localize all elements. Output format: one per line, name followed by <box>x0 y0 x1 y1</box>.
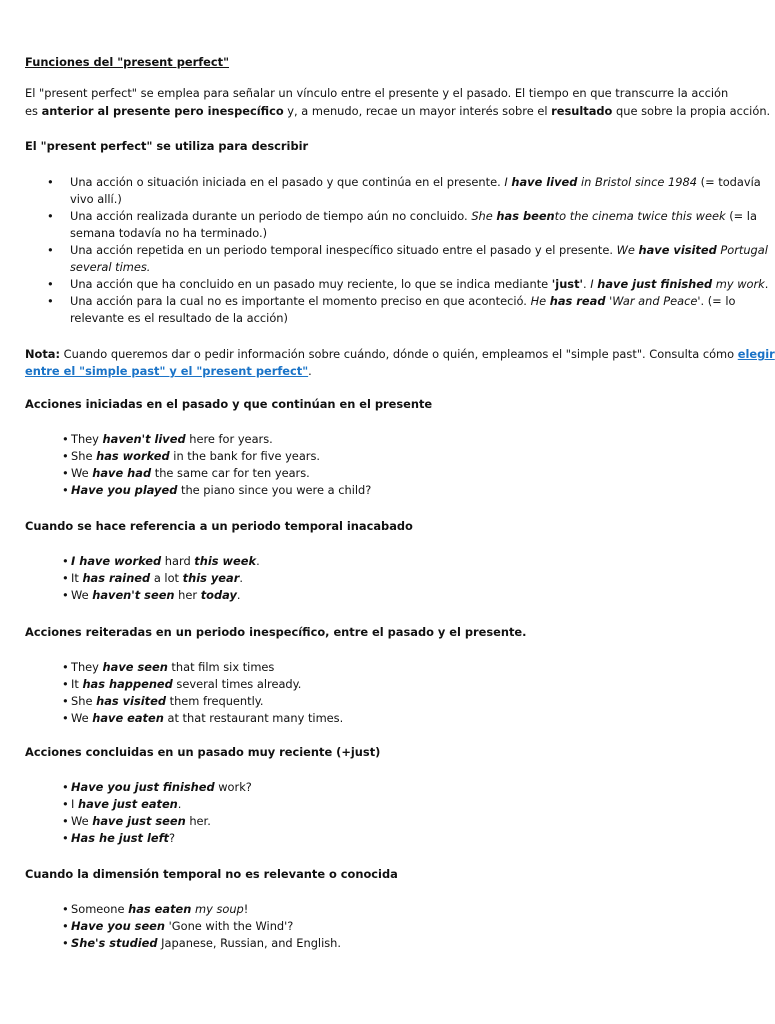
use-verb: have just finished <box>597 277 713 291</box>
example-text: . <box>256 554 260 568</box>
use-example: I <box>504 175 512 189</box>
bullet-icon: • <box>62 694 69 708</box>
bullet-icon: • <box>62 902 69 916</box>
use-item-1-cont: vivo allí.) <box>70 192 122 206</box>
simple-past-vs-present-perfect-link[interactable]: entre el "simple past" y el "present perfect" <box>25 364 309 378</box>
use-verb: has been <box>496 209 555 223</box>
use-example: to the cinema twice this week <box>554 209 726 223</box>
example-text: Japanese, Russian, and English. <box>157 936 342 950</box>
example-sentence <box>71 779 252 795</box>
section-heading: Acciones reiteradas en un periodo inespecífico, entre el pasado y el presente. <box>25 625 527 639</box>
use-text: Una acción que ha concluido en un pasado muy reciente, lo que se indica mediante <box>70 277 552 291</box>
example-verb: has visited <box>96 694 166 708</box>
example-sentence <box>71 796 181 812</box>
example-verb: this week <box>194 554 257 568</box>
example-text: They <box>71 432 103 446</box>
example-text: ? <box>169 831 176 845</box>
bullet-icon: • <box>62 554 69 568</box>
use-text: . <box>764 277 769 291</box>
example-sentence <box>71 918 293 934</box>
example-text: She <box>71 694 97 708</box>
example-verb: has happened <box>82 677 173 691</box>
note-line-1 <box>25 346 775 362</box>
use-item-5-cont: relevante es el resultado de la acción) <box>70 311 288 325</box>
use-item-1 <box>70 174 761 190</box>
example-verb: haven't lived <box>102 432 186 446</box>
example-text: hard <box>161 554 195 568</box>
use-item-5 <box>70 293 735 309</box>
example-verb: haven't seen <box>92 588 175 602</box>
use-keyword: 'just' <box>551 277 584 291</box>
intro-emphasis: resultado <box>551 104 613 118</box>
example-sentence <box>71 901 248 917</box>
use-example: Portugal <box>716 243 768 257</box>
use-text: Una acción realizada durante un periodo de tiempo aún no concluido. <box>70 209 472 223</box>
bullet-icon: • <box>62 936 69 950</box>
bullet-icon: • <box>62 432 69 446</box>
example-text: the piano since you were a child? <box>177 483 372 497</box>
use-item-2-cont: semana todavía no ha terminado.) <box>70 226 268 240</box>
example-text: She <box>71 449 97 463</box>
example-sentence <box>71 813 211 829</box>
use-example: She <box>471 209 497 223</box>
intro-text: que sobre la propia acción. <box>612 104 771 118</box>
example-sentence <box>71 659 274 675</box>
example-verb: today <box>200 588 237 602</box>
note-label: Nota: <box>25 347 61 361</box>
intro-text: es <box>25 104 42 118</box>
section-heading: Acciones concluidas en un pasado muy reciente (+just) <box>25 745 381 759</box>
bullet-icon: • <box>62 660 69 674</box>
bullet-icon: • <box>62 677 69 691</box>
use-text: Una acción repetida en un periodo temporal inespecífico situado entre el pasado y el presente. <box>70 243 617 257</box>
example-text: It <box>71 677 83 691</box>
example-text: They <box>71 660 103 674</box>
bullet-icon: • <box>62 711 69 725</box>
example-text: We <box>71 711 93 725</box>
example-verb: Have you played <box>71 483 178 497</box>
intro-emphasis: anterior al presente pero inespecífico <box>41 104 284 118</box>
section-heading: Cuando se hace referencia a un periodo temporal inacabado <box>25 519 413 533</box>
use-text: Una acción o situación iniciada en el pasado y que continúa en el presente. <box>70 175 505 189</box>
example-text: ! <box>243 902 249 916</box>
use-item-3 <box>70 242 768 258</box>
elegir-link[interactable]: elegir <box>737 347 775 361</box>
example-verb: has eaten <box>128 902 192 916</box>
example-verb: has rained <box>82 571 151 585</box>
example-sentence <box>71 693 264 709</box>
example-verb: have seen <box>102 660 168 674</box>
bullet-icon: • <box>62 571 69 585</box>
example-text: We <box>71 814 93 828</box>
example-text: at that restaurant many times. <box>163 711 344 725</box>
bullet-icon: • <box>62 919 69 933</box>
intro-line-2 <box>25 103 770 119</box>
bullet-icon: • <box>62 483 69 497</box>
use-item-2 <box>70 208 757 224</box>
use-example: my work <box>712 277 765 291</box>
example-verb: Have you just finished <box>71 780 215 794</box>
use-text: Una acción para la cual no es importante el momento preciso en que aconteció. <box>70 294 531 308</box>
example-sentence <box>71 935 341 951</box>
example-text: work? <box>214 780 252 794</box>
bullet-icon: • <box>62 797 69 811</box>
example-verb: have had <box>92 466 152 480</box>
bullet-icon: • <box>62 588 69 602</box>
example-text: her <box>174 588 201 602</box>
example-sentence <box>71 482 371 498</box>
example-text: I <box>71 797 78 811</box>
bullet-icon: • <box>62 780 69 794</box>
example-text: my soup <box>191 902 244 916</box>
example-verb: has worked <box>96 449 170 463</box>
intro-line-1: El "present perfect" se emplea para señalar un vínculo entre el presente y el pasado. El tiempo en que transcurre la acción <box>25 86 729 100</box>
example-verb: have just eaten <box>77 797 178 811</box>
use-example: in Bristol since 1984 <box>577 175 698 189</box>
bullet-icon: • <box>62 831 69 845</box>
example-sentence <box>71 710 343 726</box>
use-example: 'War and Peace' <box>605 294 701 308</box>
note-text: Cuando queremos dar o pedir información sobre cuándo, dónde o quién, empleamos el "simple past". Consulta cómo <box>60 347 738 361</box>
note-text: . <box>308 364 312 378</box>
example-sentence <box>71 553 260 569</box>
use-text: . <box>583 277 591 291</box>
use-verb: has read <box>549 294 606 308</box>
page-title: Funciones del "present perfect" <box>25 55 230 69</box>
use-item-3-cont: several times. <box>70 260 151 274</box>
example-text: here for years. <box>185 432 273 446</box>
example-text: her. <box>185 814 211 828</box>
example-text: them frequently. <box>165 694 264 708</box>
example-sentence <box>71 448 320 464</box>
bullet-icon: • <box>47 294 54 308</box>
example-sentence <box>71 830 175 846</box>
bullet-icon: • <box>47 277 54 291</box>
example-text: . <box>239 571 243 585</box>
example-sentence <box>71 570 243 586</box>
intro-text: y, a menudo, recae un mayor interés sobre el <box>283 104 552 118</box>
example-text: Someone <box>71 902 129 916</box>
note-line-2 <box>25 363 312 379</box>
bullet-icon: • <box>62 814 69 828</box>
example-text: the same car for ten years. <box>151 466 310 480</box>
bullet-icon: • <box>47 209 54 223</box>
example-text: . <box>236 588 241 602</box>
use-item-4 <box>70 276 768 292</box>
use-example: I <box>590 277 598 291</box>
example-verb: Have you seen <box>71 919 166 933</box>
example-verb: I have worked <box>71 554 162 568</box>
example-sentence <box>71 587 241 603</box>
example-verb: this year <box>182 571 240 585</box>
example-text: that film six times <box>167 660 275 674</box>
example-text: It <box>71 571 83 585</box>
example-text: . <box>177 797 182 811</box>
section-heading: Acciones iniciadas en el pasado y que continúan en el presente <box>25 397 433 411</box>
example-verb: She's studied <box>71 936 158 950</box>
example-text: a lot <box>150 571 183 585</box>
use-verb: have visited <box>638 243 717 257</box>
example-text: We <box>71 588 93 602</box>
section-heading: Cuando la dimensión temporal no es relevante o conocida <box>25 867 398 881</box>
example-text: in the bank for five years. <box>169 449 321 463</box>
bullet-icon: • <box>47 243 54 257</box>
use-text: (= todavía <box>697 175 761 189</box>
example-text: We <box>71 466 93 480</box>
example-text: 'Gone with the Wind'? <box>165 919 294 933</box>
bullet-icon: • <box>47 175 54 189</box>
example-text: several times already. <box>172 677 302 691</box>
bullet-icon: • <box>62 466 69 480</box>
uses-heading: El "present perfect" se utiliza para describir <box>25 139 309 153</box>
bullet-icon: • <box>62 449 69 463</box>
example-sentence <box>71 676 301 692</box>
use-verb: have lived <box>511 175 578 189</box>
use-example: He <box>530 294 550 308</box>
example-verb: have just seen <box>92 814 186 828</box>
use-text: . (= lo <box>700 294 736 308</box>
example-verb: Has he just left <box>71 831 169 845</box>
example-sentence <box>71 465 310 481</box>
example-verb: have eaten <box>92 711 164 725</box>
example-sentence <box>71 431 273 447</box>
use-text: (= la <box>725 209 757 223</box>
use-example: We <box>616 243 639 257</box>
